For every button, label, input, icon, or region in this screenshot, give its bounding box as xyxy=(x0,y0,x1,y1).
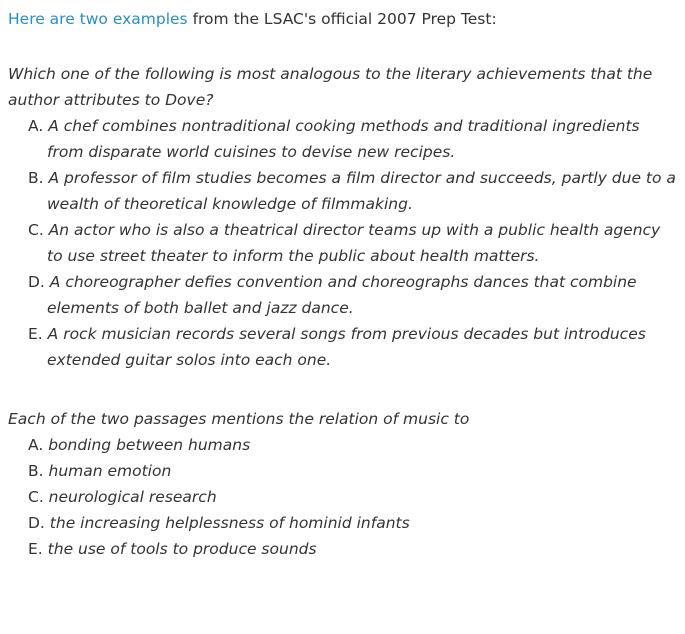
choice-letter: D. xyxy=(28,514,45,532)
choice-item xyxy=(28,113,677,165)
choice-item xyxy=(28,432,677,458)
choice-item xyxy=(28,484,677,510)
choice-text: the use of tools to produce sounds xyxy=(42,540,317,558)
choice-letter: B. xyxy=(28,169,44,187)
choice-letter: E. xyxy=(28,540,43,558)
choice-item xyxy=(28,269,677,321)
choice-text: A rock musician records several songs from previous decades but introduces extended guitar solos into each one. xyxy=(42,325,646,369)
choice-letter: A. xyxy=(28,436,44,454)
choice-text: A professor of film studies becomes a film director and succeeds, partly due to a wealth of theoretical knowledge of filmmaking. xyxy=(43,169,676,213)
choice-item xyxy=(28,321,677,373)
choice-item xyxy=(28,165,677,217)
choice-letter: A. xyxy=(28,117,44,135)
choice-text: human emotion xyxy=(43,462,172,480)
choice-text: A chef combines nontraditional cooking methods and traditional ingredients from disparate world cuisines to devise new recipes. xyxy=(43,117,640,161)
choice-text: the increasing helplessness of hominid infants xyxy=(44,514,410,532)
choice-text: A choreographer defies convention and choreographs dances that combine elements of both ballet and jazz dance. xyxy=(44,273,637,317)
choice-text: bonding between humans xyxy=(43,436,251,454)
examples-link[interactable]: Here are two examples xyxy=(8,10,188,28)
choice-text: neurological research xyxy=(43,488,217,506)
choice-item xyxy=(28,458,677,484)
choice-letter: C. xyxy=(28,488,44,506)
choice-item xyxy=(28,510,677,536)
choice-letter: B. xyxy=(28,462,44,480)
question-2-prompt: Each of the two passages mentions the relation of music to xyxy=(8,410,470,428)
choice-letter: C. xyxy=(28,221,44,239)
intro-text: from the LSAC's official 2007 Prep Test: xyxy=(187,10,497,28)
choice-item xyxy=(28,536,677,562)
choice-item xyxy=(28,217,677,269)
question-1-prompt: Which one of the following is most analogous to the literary achievements that the author attributes to Dove? xyxy=(8,65,653,109)
question-2-choices xyxy=(8,432,677,562)
question-1-choices xyxy=(8,113,677,373)
choice-letter: E. xyxy=(28,325,43,343)
intro-paragraph xyxy=(8,8,677,30)
choice-text: An actor who is also a theatrical director teams up with a public health agency to use street theater to inform the public about health matters. xyxy=(43,221,661,265)
choice-letter: D. xyxy=(28,273,45,291)
